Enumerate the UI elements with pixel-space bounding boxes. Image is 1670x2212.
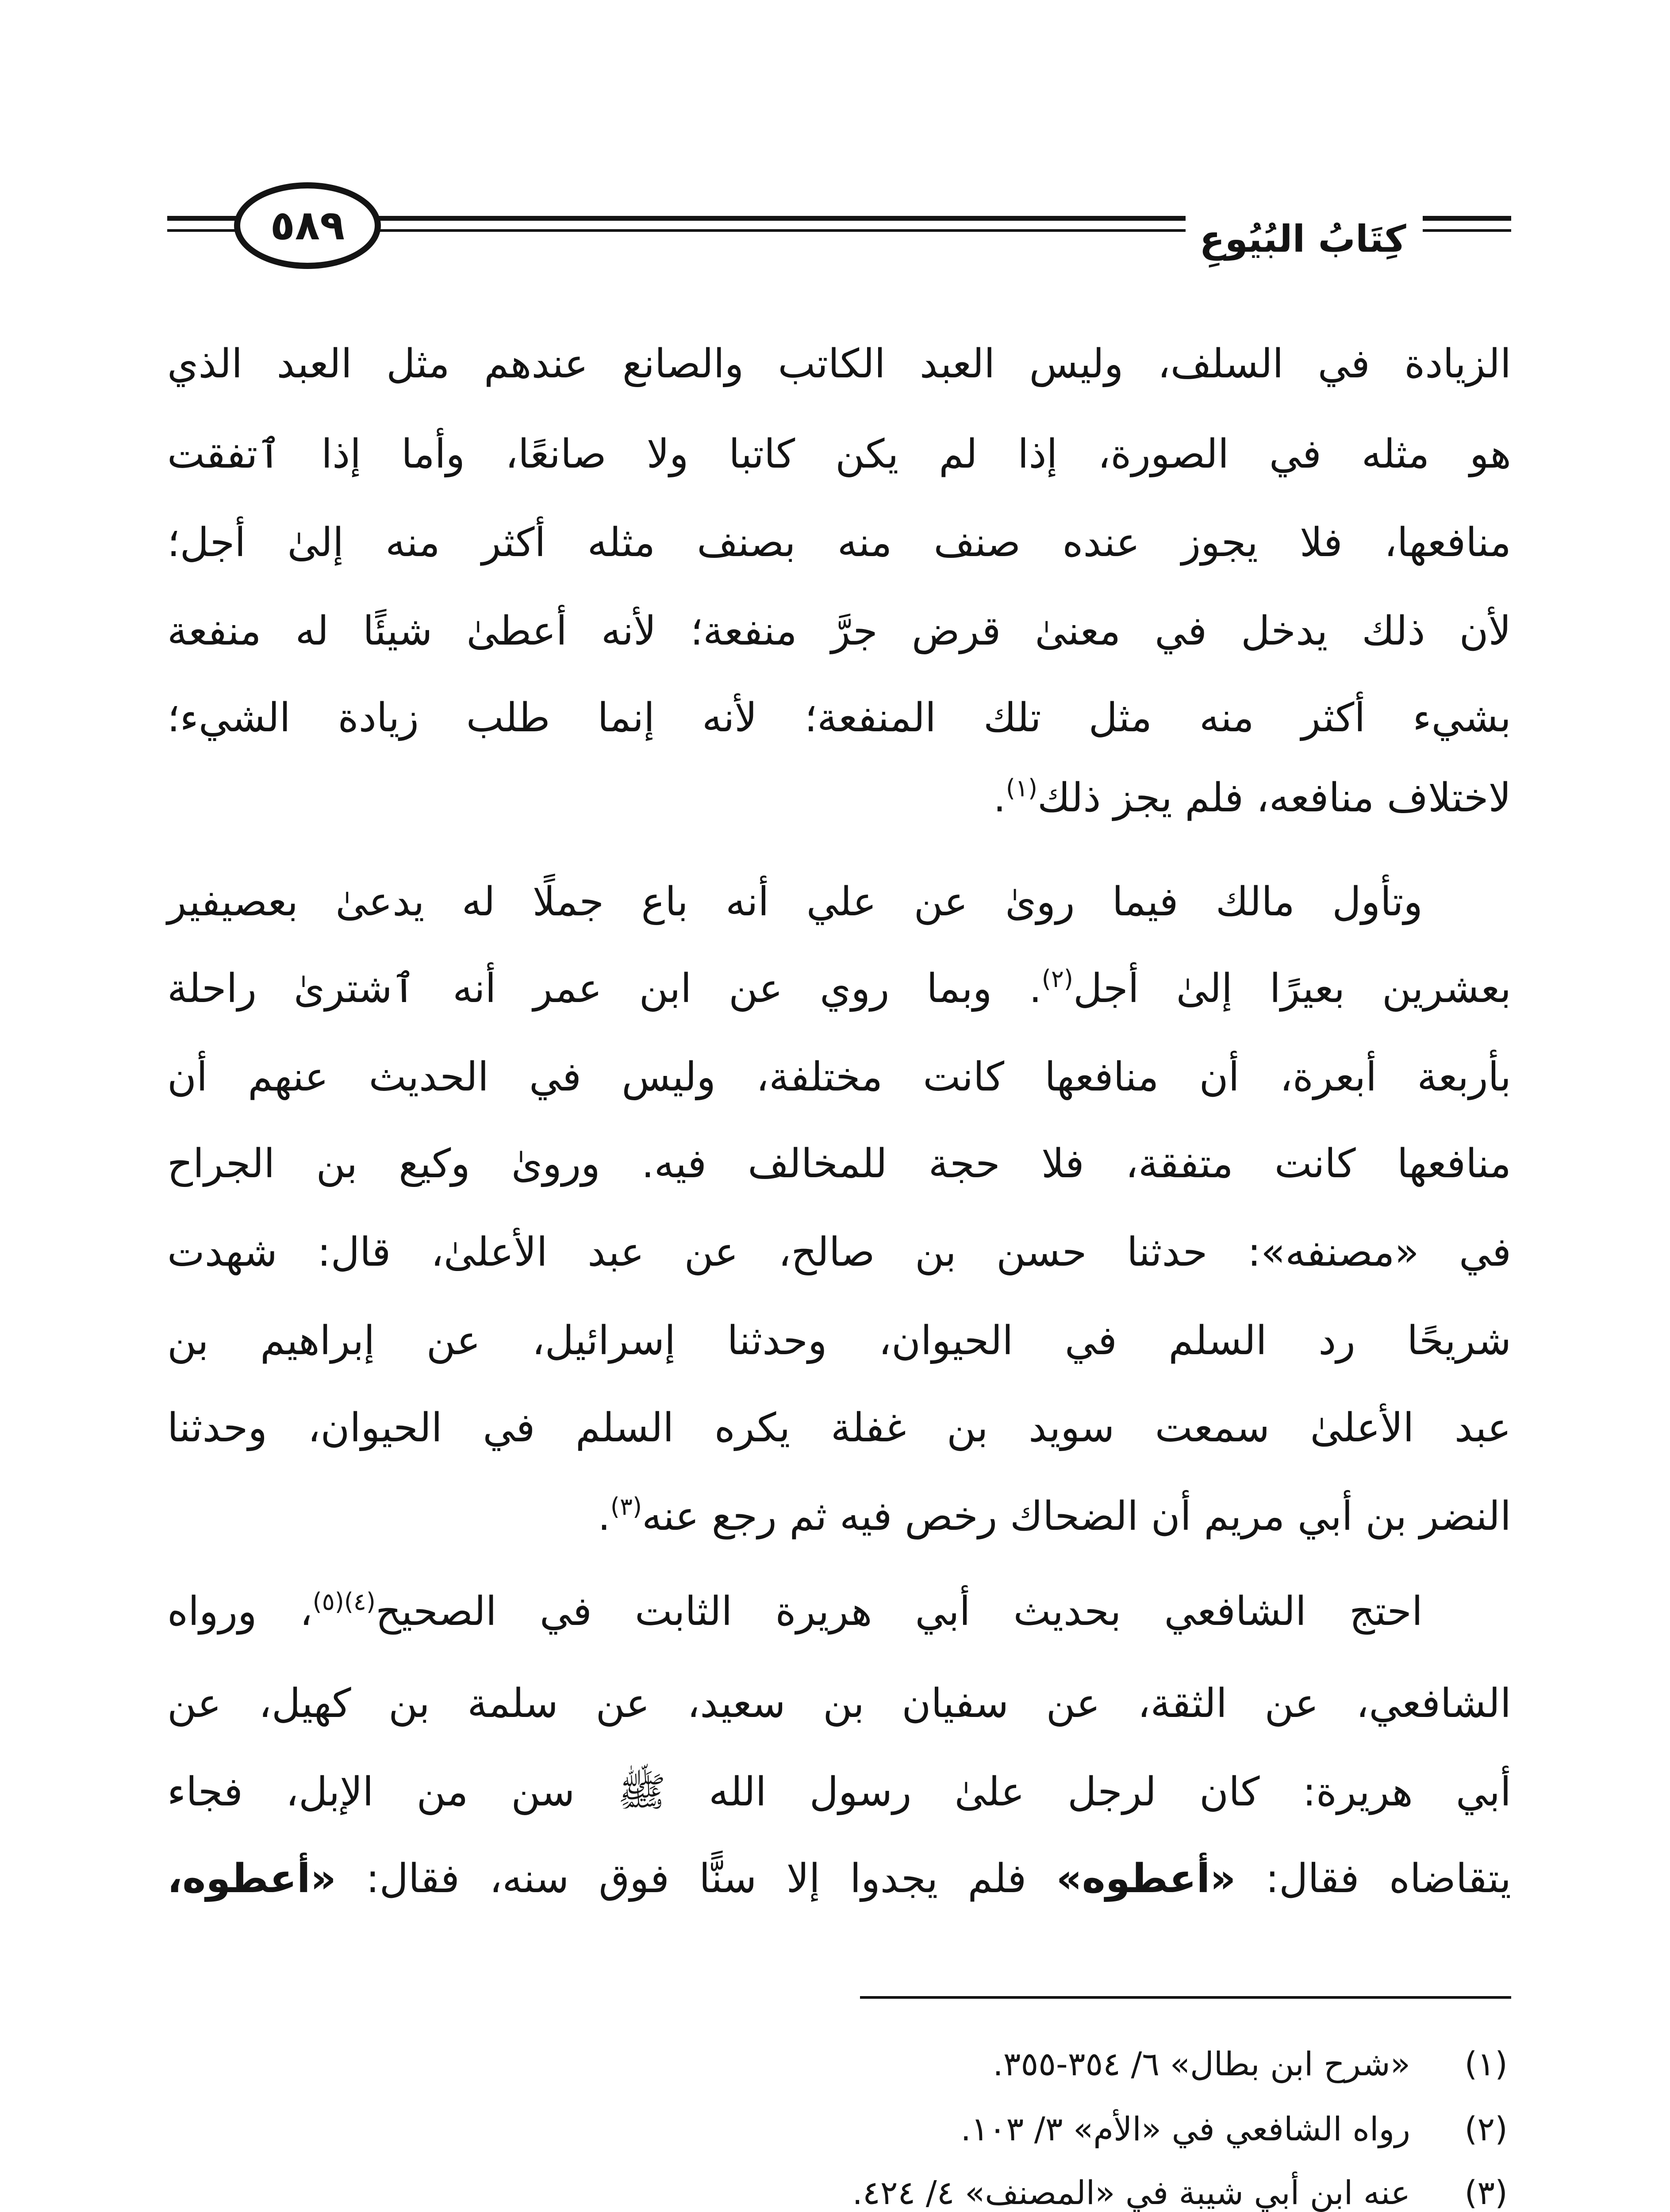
footnote-number: (١) (1464, 2045, 1508, 2083)
body-line (167, 1659, 1511, 1748)
body-line (167, 1835, 1511, 1923)
footnote-text: عنه ابن أبي شيبة في «المصنف» ٤/ ٤٢٤. (852, 2174, 1410, 2212)
header-rule (374, 216, 1186, 221)
body-line (167, 1120, 1511, 1208)
line-text: هو مثله في الصورة، إذا لم يكن كاتبا ولا صانعًا، وأما إذا ٱتفقت (167, 431, 1511, 477)
footnote (167, 2032, 1508, 2097)
body-line (167, 945, 1511, 1033)
line-text: الزيادة في السلف، وليس العبد الكاتب والصانع عندهم مثل العبد الذي (167, 341, 1511, 387)
line-text: في «مصنفه»: حدثنا حسن بن صالح، عن عبد الأعلىٰ، قال: شهدت (167, 1229, 1511, 1275)
line-text: وتأول مالك فيما روىٰ عن علي أنه باع جملًا له يدعىٰ بعصيفير (167, 879, 1423, 925)
footnote-text: «شرح ابن بطال» ٦/ ٣٥٤-٣٥٥. (993, 2045, 1410, 2083)
body-line (167, 858, 1511, 946)
header-rule (1423, 216, 1511, 221)
footnote-separator (860, 1996, 1511, 1999)
page-number: ٥٨٩ (270, 202, 345, 249)
footnote (167, 2161, 1508, 2212)
line-text: يتقاضاه فقال: (1236, 1855, 1512, 1902)
body-line (167, 1208, 1511, 1297)
line-text: احتج الشافعي بحديث أبي هريرة الثابت في الصحيح (375, 1588, 1423, 1635)
body-line (167, 410, 1511, 499)
body-line (167, 499, 1511, 587)
header-rule (167, 229, 242, 232)
line-text: أبي هريرة: كان لرجل علىٰ رسول الله ﷺ سن من الإبل، فجاء (167, 1769, 1511, 1815)
line-text: لأن ذلك يدخل في معنىٰ قرض جرَّ منفعة؛ لأنه أعطىٰ شيئًا له منفعة (167, 608, 1511, 654)
line-text: منافعها كانت متفقة، فلا حجة للمخالف فيه. وروىٰ وكيع بن الجراح (167, 1141, 1511, 1187)
body-line (167, 674, 1511, 762)
footnote-number: (٢) (1464, 2110, 1508, 2148)
body-line (167, 1384, 1511, 1472)
header-rule (1423, 229, 1511, 232)
quoted-speech: «أعطوه، (167, 1855, 336, 1902)
page-number-oval (234, 182, 381, 269)
body-line (167, 1748, 1511, 1836)
header-rule (167, 216, 242, 221)
footnote-marker: (٢) (1041, 965, 1073, 993)
line-text: النضر بن أبي مريم أن الضحاك رخص فيه ثم رجع عنه (642, 1493, 1511, 1540)
footnote (167, 2097, 1508, 2162)
body-line (167, 320, 1511, 408)
line-text: منافعها، فلا يجوز عنده صنف منه بصنف مثله أكثر منه إلىٰ أجل؛ (167, 519, 1511, 566)
line-text: لاختلاف منافعه، فلم يجز ذلك (1037, 775, 1511, 821)
footnote-text: رواه الشافعي في «الأم» ٣/ ١٠٣. (960, 2110, 1410, 2148)
footnote-marker: (٣) (610, 1493, 642, 1521)
line-text: عبد الأعلىٰ سمعت سويد بن غفلة يكره السلم في الحيوان، وحدثنا (167, 1405, 1511, 1451)
body-line (167, 1472, 1511, 1561)
body-line (167, 1297, 1511, 1385)
line-text: . (598, 1493, 610, 1540)
line-text: . (993, 775, 1006, 821)
line-text: . وبما روي عن ابن عمر أنه ٱشترىٰ راحلة (167, 965, 1042, 1012)
quoted-speech: «أعطوه» (1056, 1855, 1236, 1902)
line-text: بعشرين بعيرًا إلىٰ أجل (1073, 965, 1512, 1012)
line-text: فلم يجدوا إلا سنًّا فوق سنه، فقال: (336, 1855, 1056, 1902)
footnote-marker: (١) (1006, 774, 1038, 802)
body-line (167, 754, 1511, 842)
line-text: الشافعي، عن الثقة، عن سفيان بن سعيد، عن سلمة بن كهيل، عن (167, 1680, 1511, 1727)
line-text: بشيء أكثر منه مثل تلك المنفعة؛ لأنه إنما طلب زيادة الشيء؛ (167, 695, 1511, 741)
footnote-number: (٣) (1464, 2174, 1508, 2212)
line-text: ، ورواه (167, 1588, 313, 1635)
line-text: شريحًا رد السلم في الحيوان، وحدثنا إسرائيل، عن إبراهيم بن (167, 1317, 1511, 1364)
body-line (167, 1567, 1511, 1656)
body-line (167, 587, 1511, 676)
line-text: بأربعة أبعرة، أن منافعها كانت مختلفة، وليس في الحديث عنهم أن (167, 1054, 1511, 1100)
header-rule (374, 229, 1186, 232)
body-line (167, 1033, 1511, 1121)
chapter-title: كِتَابُ البُيُوعِ (1199, 217, 1406, 261)
footnote-marker: (٤)(٥) (312, 1588, 376, 1616)
